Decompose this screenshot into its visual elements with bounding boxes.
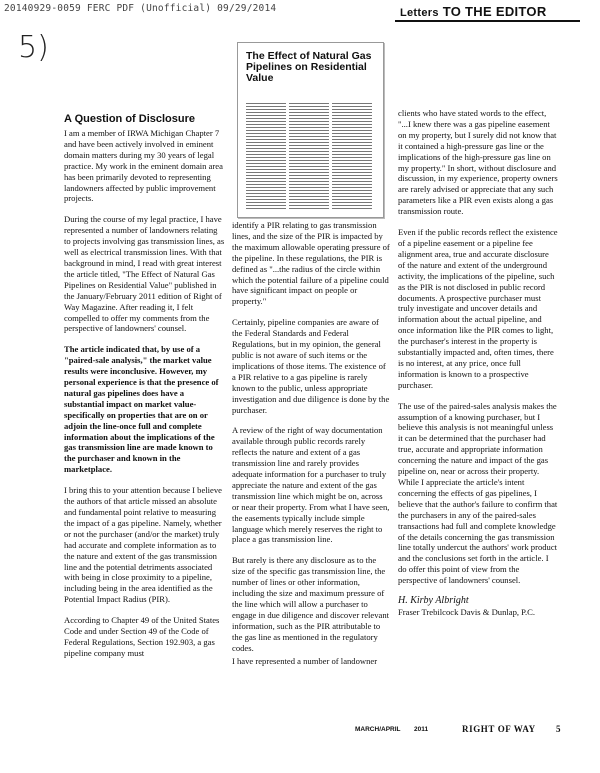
paragraph: During the course of my legal practice, I have represented a number of landowners relating to projects involving gas transmission lines, as well as electrical transmission lines. With that background in mind, I read with great interest the article titled, "The Effect of Natural Gas Pipelines on Residential Value" published in the January/February 2011 edition of Right of Way Magazine. After reading it, I felt compelled to offer my comments from the perspective of landowners' counsel. [64,214,225,334]
signature-name: H. Kirby Albright [398,595,469,607]
page-number: 5 [556,724,561,734]
paragraph: But rarely is there any disclosure as to the size of the specific gas transmission line, the number of lines or other information, including the size and maximum pressure of the line which will allow a purchaser to engage in due diligence and discover relevant information, such as the PIR attributable to the gas line as mentioned in the regulatory codes. [232,555,390,653]
paragraph: Certainly, pipeline companies are aware of the Federal Standards and Federal Regulations, but in my opinion, the general public is not aware of such items or the implications of those items. The existence of a PIR relative to a gas pipeline is rarely known to the public, unless appropriate investigation and due diligence is done by the purchaser. [232,317,390,415]
paragraph: identify a PIR relating to gas transmission lines, and the size of the PIR is impacted by the maximum allowable operating pressure of the pipeline. In these regulations, the PIR is defined as "...the radius of the circle within which the potential failure of a pipeline could have significant impact on people or property." [232,220,390,307]
header-rule [395,20,580,22]
thumbnail-text-lines [246,101,375,211]
header-prefix: Letters [400,7,439,19]
thumbnail-title: The Effect of Natural Gas Pipelines on Residential Value [246,50,372,84]
footer-year: 2011 [414,726,429,733]
paragraph: clients who have stated words to the effect, "...I knew there was a gas pipeline easement on my property, but I surely did not know that it contained a high-pressure gas line or the implications of the high-pressure gas line on my property." In short, without disclosure and discussion, in my experience, property owners are rarely advised or appreciate that any such parameters like a PIR even exists along a gas transmission route. [398,108,558,217]
paragraph: Even if the public records reflect the existence of a pipeline easement or a pipeline fee alignment area, true and accurate disclosure of the nature and extent of the underground activity, the implications of the pipeline, such as the PIR is not disclosed in public record documents. A prospective purchaser must truly investigate and uncover details and information about the actual pipeline, and once information like the PIR comes to light, the purchaser's interest in the property is substantially impacted and, often times, there is no interest, at any price, once full information is known to a prospective purchaser. [398,227,558,390]
signature-firm: Fraser Trebilcock Davis & Dunlap, P.C. [398,606,536,617]
paragraph: I have represented a number of landowner [232,655,378,666]
paragraph: A review of the right of way documentation available through public records rarely reflects the nature and extent of a gas transmission line and rarely provides adequate information for a purchaser to truly appreciate the nature and extent of the gas transmission line which might be on, across or near their property. From what I have seen, the easements typically include simple language which merely reserves the right to place a gas transmission line. [232,425,390,545]
paragraph: According to Chapter 49 of the United States Code and under Section 49 of the Code of Federal Regulations, Section 192.903, a gas pipeline company must [64,615,220,658]
ferc-stamp: 20140929-0059 FERC PDF (Unofficial) 09/29/2014 [4,3,277,14]
paragraph: The use of the paired-sales analysis makes the assumption of a knowing purchaser, but I believe this analysis is not meaningful unless it can be determined that the purchaser had true, accurate and appropriate information concerning the nature and impact of the gas pipeline on, near or across their property. While I appreciate the article's intent concerning the effects of gas pipelines, I believe that the author's failure to confirm that the purchasers in any of the paired-sales transactions had full and complete knowledge of the details concerning the gas transmission line totally undercut the authors' work product and the conclusions set forth in the article. I do offer this point of view from the perspective of landowners' counsel. [398,400,558,586]
handwritten-mark: 5) [18,30,49,65]
column-2 [232,220,390,676]
footer-magazine: RIGHT OF WAY [462,724,536,734]
header-title: TO THE EDITOR [442,4,547,19]
paragraph-highlighted: The article indicated that, by use of a "paired-sale analysis," the market value results were inconclusive. However, my personal experience is that the presence of natural gas pipelines does have a substantial impact on market value-specifically on properties that are on or adjoin the line-once full and complete information about the implications of the gas transmission line are made known to the purchaser and known in the marketplace. [64,344,219,475]
article-thumbnail [237,42,384,218]
footer-issue: MARCH/APRIL [355,726,401,733]
paragraph: I am a member of IRWA Michigan Chapter 7 and have been actively involved in eminent domain matters during my 30 years of legal practice. My work in the eminent domain area has been primarily devoted to representing landowners affected by public improvement projects. [64,128,223,204]
paragraph: I bring this to your attention because I believe the authors of that article missed an absolute and fundamental point relative to measuring the impact of a gas pipeline. Namely, whether or not the purchaser (and/or the market) truly had accurate and complete information as to the nature and extent of the gas transmission line and the potential detriments associated with being in close proximity to a pipeline, including being in the area identified as the Potential Impact Radius (PIR). [64,485,222,605]
column-3 [398,108,558,618]
section-header [400,4,547,19]
column-1 [64,113,226,669]
letter-title: A Question of Disclosure [64,113,196,125]
